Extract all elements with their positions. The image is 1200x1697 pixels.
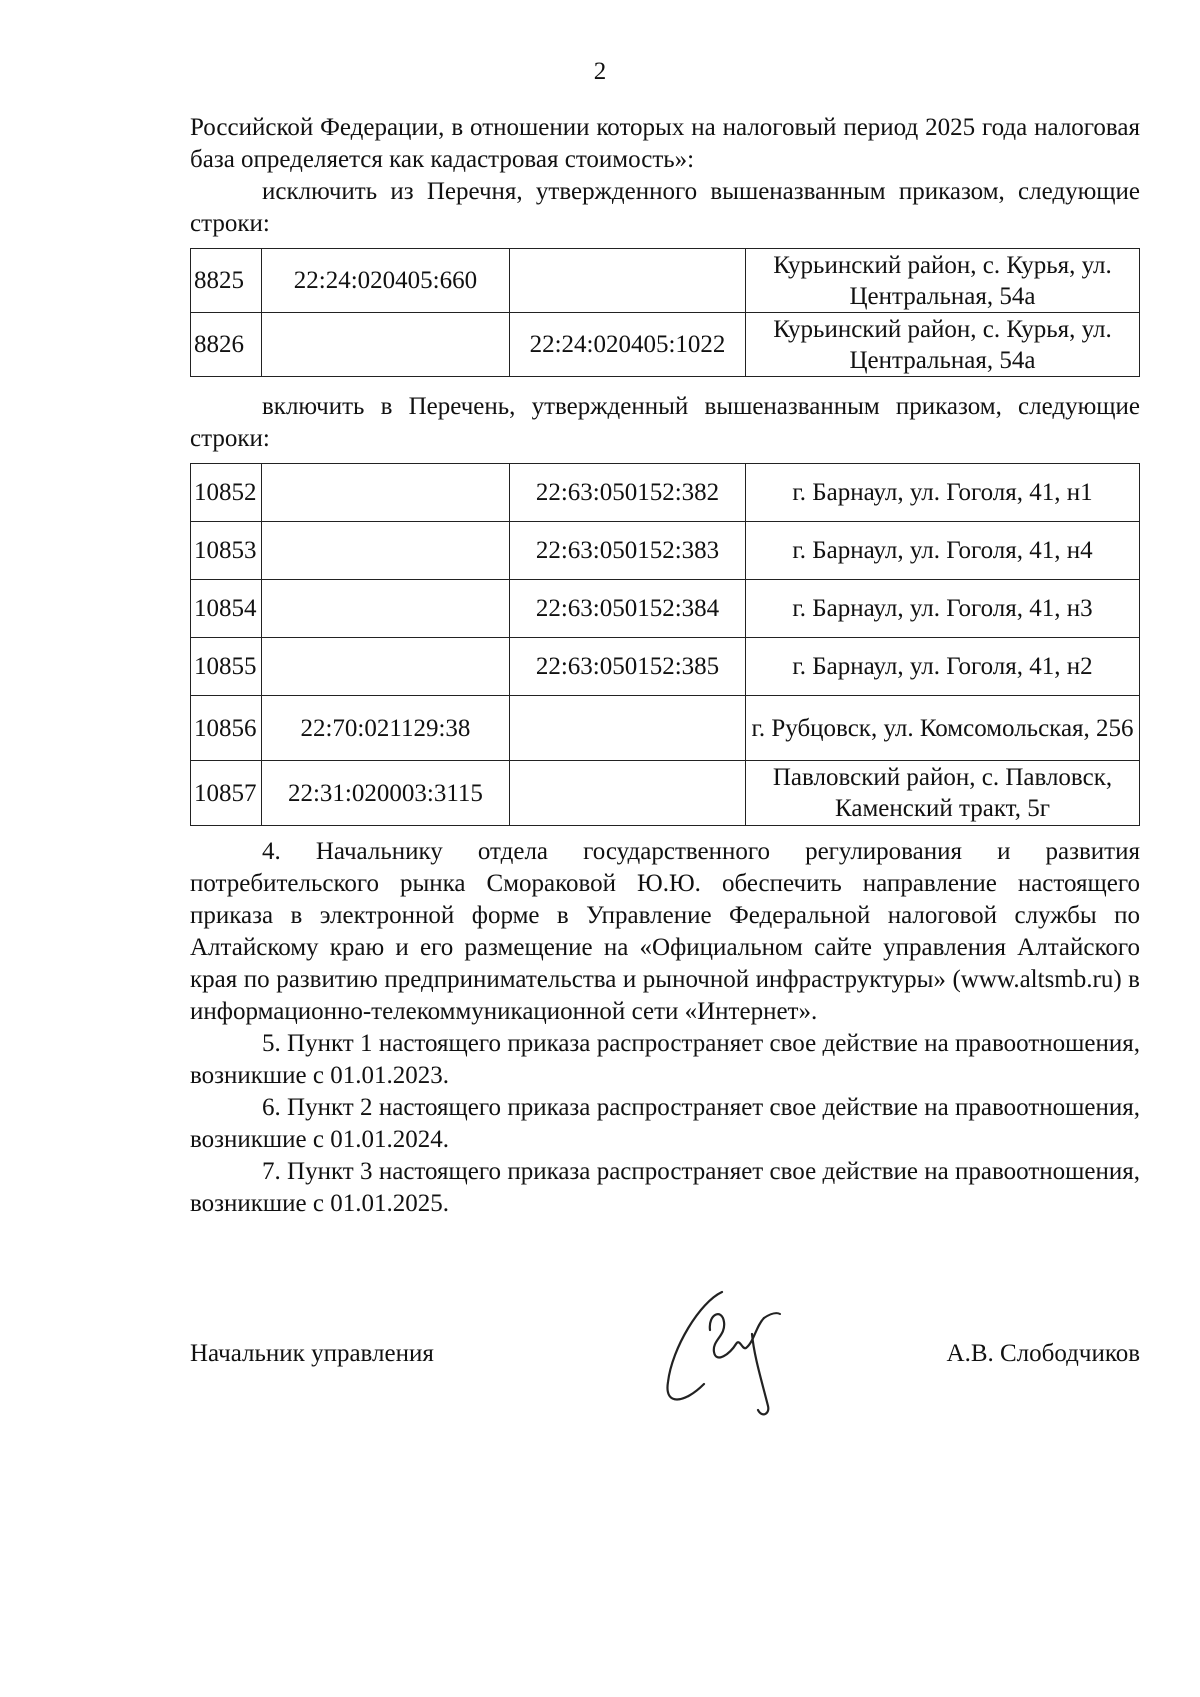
cadastral-number-premises <box>510 249 746 313</box>
cadastral-number-premises: 22:63:050152:384 <box>510 580 746 638</box>
cadastral-number-building: 22:31:020003:3115 <box>261 761 509 826</box>
row-number: 10852 <box>191 464 262 522</box>
excluded-rows-table <box>190 248 1140 377</box>
cadastral-number-premises <box>510 761 746 826</box>
table-row <box>191 464 1140 522</box>
exclude-instruction: исключить из Перечня, утвержденного вышеназванным приказом, следующие строки: <box>190 178 1140 237</box>
row-number: 8825 <box>191 249 262 313</box>
table-row <box>191 696 1140 761</box>
paragraph-7: 7. Пункт 3 настоящего приказа распространяет свое действие на правоотношения, возникшие с 01.01.2025. <box>190 1158 1140 1217</box>
row-number: 10857 <box>191 761 262 826</box>
paragraph-6: 6. Пункт 2 настоящего приказа распространяет свое действие на правоотношения, возникшие с 01.01.2024. <box>190 1094 1140 1153</box>
address-cell: г. Рубцовск, ул. Комсомольская, 256 <box>745 696 1139 761</box>
paragraph-5: 5. Пункт 1 настоящего приказа распространяет свое действие на правоотношения, возникшие с 01.01.2023. <box>190 1030 1140 1089</box>
cadastral-number-premises: 22:24:020405:1022 <box>510 313 746 377</box>
cadastral-number-premises: 22:63:050152:382 <box>510 464 746 522</box>
cadastral-number-building <box>261 580 509 638</box>
address-cell: Курьинский район, с. Курья, ул. Центральная, 54а <box>745 313 1139 377</box>
table-row <box>191 249 1140 313</box>
address-cell: Курьинский район, с. Курья, ул. Центральная, 54а <box>745 249 1139 313</box>
table-row <box>191 761 1140 826</box>
document-body <box>190 112 1140 1220</box>
table-row <box>191 313 1140 377</box>
table-row <box>191 522 1140 580</box>
paragraph-4: 4. Начальнику отдела государственного регулирования и развития потребительского рынка Смораковой Ю.Ю. обеспечить направление настоящего приказа в электронной форме в Управление Федеральной налоговой службы по Алтайскому краю и его размещение на «Официальном сайте управления Алтайского края по развитию предпринимательства и рыночной инфраструктуры» (www.altsmb.ru) в информационно-телекоммуникационной сети «Интернет». <box>190 838 1140 1025</box>
address-cell: Павловский район, с. Павловск, Каменский тракт, 5г <box>745 761 1139 826</box>
table-row <box>191 638 1140 696</box>
address-cell: г. Барнаул, ул. Гоголя, 41, н1 <box>745 464 1139 522</box>
intro-paragraph: Российской Федерации, в отношении которых на налоговый период 2025 года налоговая база определяется как кадастровая стоимость»: <box>190 114 1140 173</box>
row-number: 10854 <box>191 580 262 638</box>
table-row <box>191 580 1140 638</box>
row-number: 8826 <box>191 313 262 377</box>
cadastral-number-building <box>261 313 509 377</box>
page-number: 2 <box>593 58 607 85</box>
signatory-title: Начальник управления <box>190 1340 434 1367</box>
row-number: 10856 <box>191 696 262 761</box>
handwritten-signature <box>660 1278 810 1428</box>
row-number: 10855 <box>191 638 262 696</box>
address-cell: г. Барнаул, ул. Гоголя, 41, н2 <box>745 638 1139 696</box>
cadastral-number-building: 22:24:020405:660 <box>261 249 509 313</box>
include-instruction: включить в Перечень, утвержденный вышеназванным приказом, следующие строки: <box>190 393 1140 452</box>
cadastral-number-premises <box>510 696 746 761</box>
cadastral-number-building: 22:70:021129:38 <box>261 696 509 761</box>
cadastral-number-premises: 22:63:050152:385 <box>510 638 746 696</box>
signatory-name: А.В. Слободчиков <box>946 1340 1140 1367</box>
address-cell: г. Барнаул, ул. Гоголя, 41, н3 <box>745 580 1139 638</box>
cadastral-number-premises: 22:63:050152:383 <box>510 522 746 580</box>
cadastral-number-building <box>261 464 509 522</box>
cadastral-number-building <box>261 522 509 580</box>
included-rows-table <box>190 463 1140 826</box>
cadastral-number-building <box>261 638 509 696</box>
address-cell: г. Барнаул, ул. Гоголя, 41, н4 <box>745 522 1139 580</box>
row-number: 10853 <box>191 522 262 580</box>
